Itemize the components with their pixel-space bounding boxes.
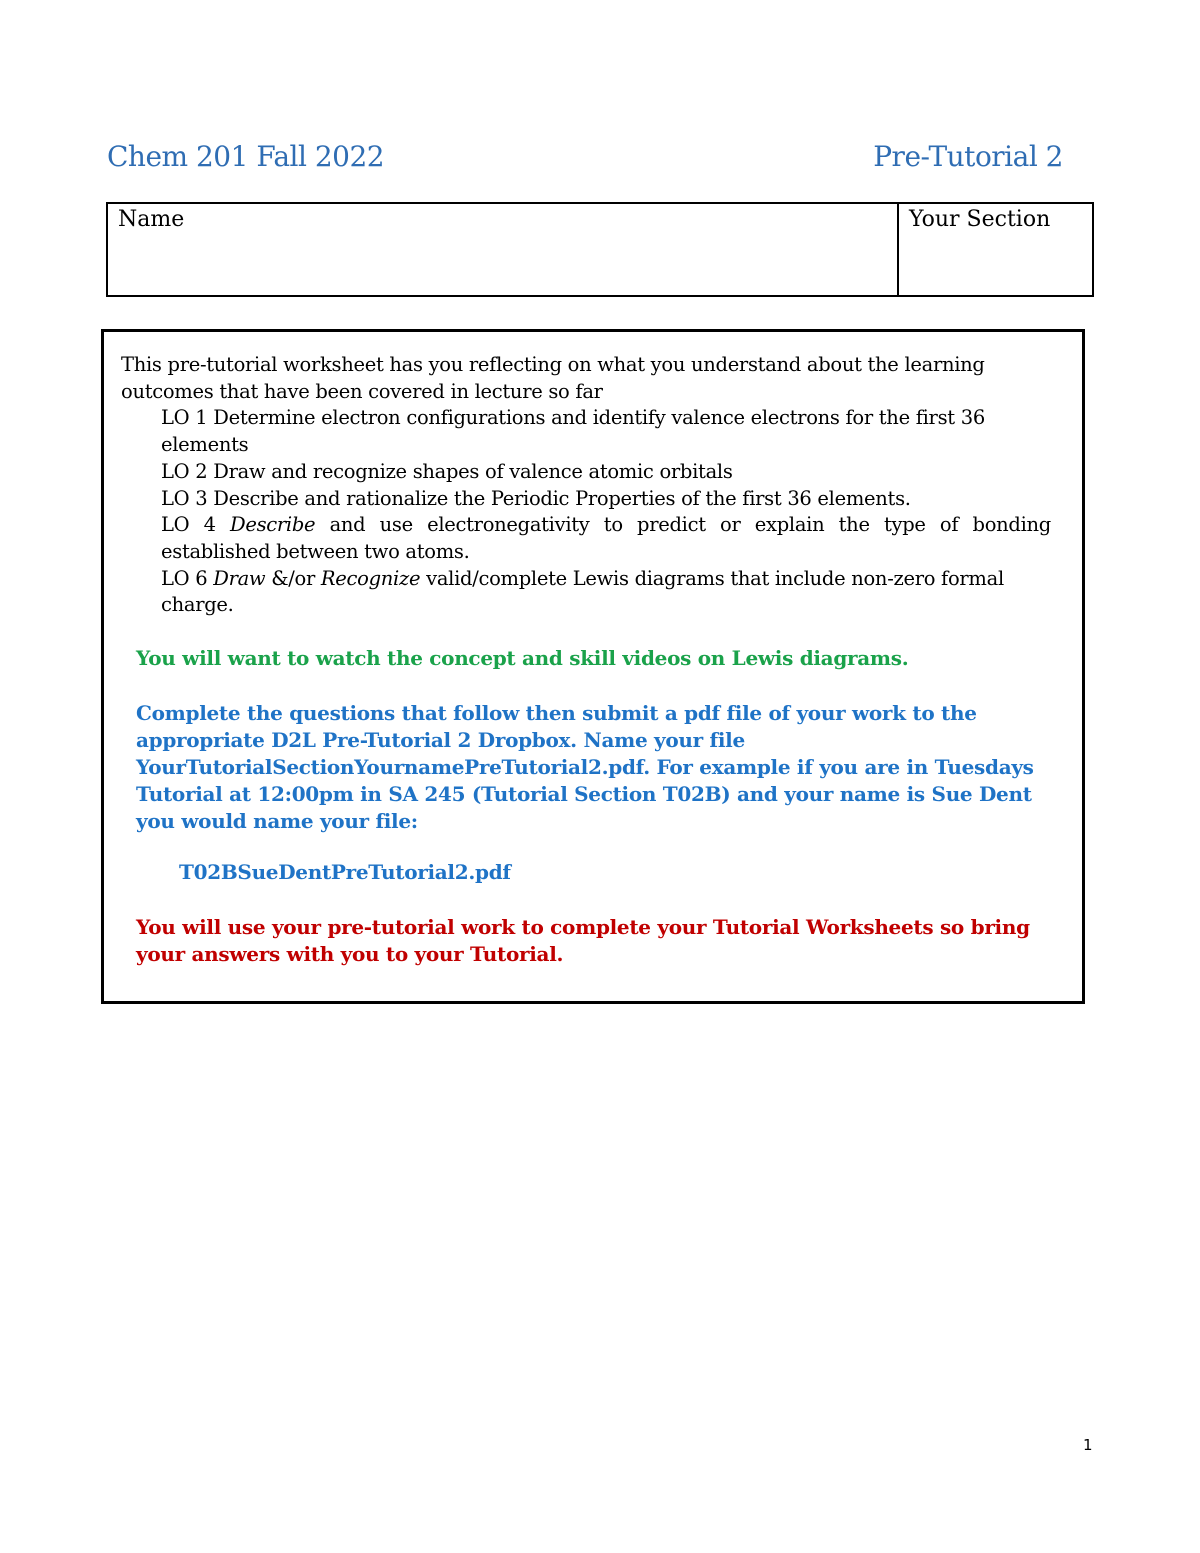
student-info-table <box>106 202 1094 297</box>
lo4-emphasis: Describe <box>230 513 316 537</box>
instructions-box <box>101 329 1085 1004</box>
course-title: Chem 201 Fall 2022 <box>107 140 385 173</box>
videos-note: You will want to watch the concept and skill videos on Lewis diagrams. <box>136 646 909 670</box>
learning-outcomes-list <box>121 405 1051 619</box>
lo4-rest: and use electronegativity to predict or explain the type of bonding established between two atoms. <box>161 513 1051 563</box>
tutorial-reminder: You will use your pre-tutorial work to complete your Tutorial Worksheets so bring your answers with you to your Tutorial. <box>136 915 1030 966</box>
learning-outcome-4 <box>161 512 1051 565</box>
page-number: 1 <box>1083 1436 1093 1454</box>
learning-outcome-6 <box>161 566 1051 619</box>
intro-text <box>121 352 1051 619</box>
section-field[interactable] <box>899 204 1092 295</box>
learning-outcome-3: LO 3 Describe and rationalize the Periodic Properties of the first 36 elements. <box>161 486 911 510</box>
example-filename: T02BSueDentPreTutorial2.pdf <box>179 860 511 884</box>
learning-outcome-1: LO 1 Determine electron configurations and identify valence electrons for the first 36 elements <box>161 406 985 457</box>
lo4-prefix: LO 4 <box>161 513 230 537</box>
lo6-mid: &/or <box>265 566 321 590</box>
lo6-emphasis-recognize: Recognize <box>320 566 421 590</box>
lo6-emphasis-draw: Draw <box>213 566 266 590</box>
intro-lead: This pre-tutorial worksheet has you reflecting on what you understand about the learning outcomes that have been covered in lecture so far <box>121 353 985 403</box>
name-field[interactable] <box>108 204 899 295</box>
lo6-rest: valid/complete Lewis diagrams that include non-zero formal charge. <box>161 566 1004 617</box>
learning-outcome-2: LO 2 Draw and recognize shapes of valence atomic orbitals <box>161 459 733 483</box>
submission-instructions: Complete the questions that follow then submit a pdf file of your work to the appropriate D2L Pre-Tutorial 2 Dropbox. Name your file YourTutorialSectionYournamePreTutorial2.pdf. For example if you are in Tuesdays Tutorial at 12:00pm in SA 245 (Tutorial Section T02B) and your name is Sue Dent you would name your file: <box>136 701 1034 833</box>
document-title: Pre-Tutorial 2 <box>873 140 1063 173</box>
section-label: Your Section <box>909 207 1051 232</box>
lo6-prefix: LO 6 <box>161 566 214 590</box>
name-label: Name <box>118 207 185 232</box>
